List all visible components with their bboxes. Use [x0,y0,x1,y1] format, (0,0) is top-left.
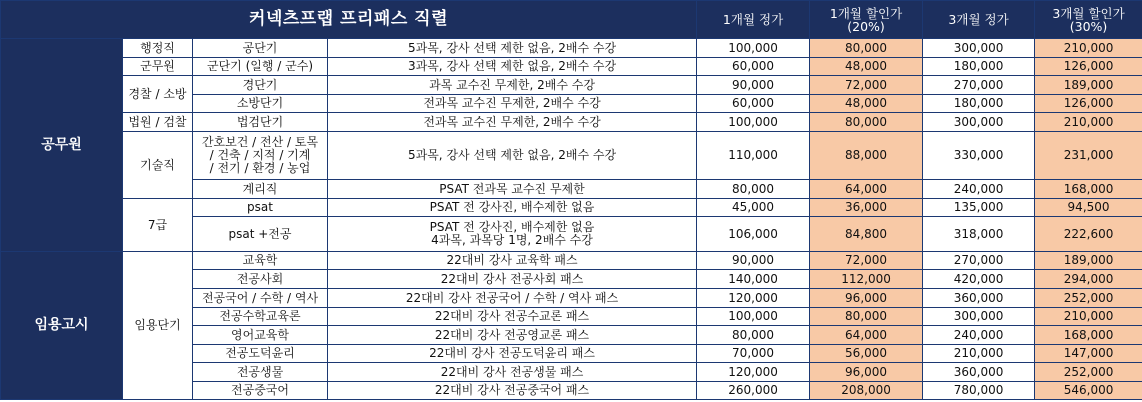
row-desc: 5과목, 강사 선택 제한 없음, 2배수 수강 [328,39,697,58]
row-name: psat +전공 [193,217,328,252]
subgroup-beobwon: 법원 / 검찰 [123,113,193,132]
subgroup-imyong-dangi: 임용단기 [123,252,193,400]
row-name: 영어교육학 [193,326,328,345]
row-desc: 22대비 강사 전공도덕윤리 패스 [328,345,697,363]
table-row [1,113,1142,132]
row-desc: PSAT 전과목 교수진 무제한 [328,180,697,199]
discount-3m: 210,000 [1035,39,1142,58]
row-desc: 22대비 강사 전공영교론 패스 [328,326,697,345]
price-1m: 120,000 [697,289,810,308]
subgroup-gisul: 기술직 [123,132,193,199]
row-desc: PSAT 전 강사진, 배수제한 없음 [328,199,697,217]
row-desc: 22대비 강사 전공국어 / 수학 / 역사 패스 [328,289,697,308]
price-1m: 90,000 [697,76,810,95]
price-1m: 100,000 [697,39,810,58]
row-desc: 22대비 강사 전공사회 패스 [328,270,697,289]
price-1m: 100,000 [697,113,810,132]
price-1m: 60,000 [697,58,810,76]
discount-3m: 210,000 [1035,308,1142,326]
discount-3m: 189,000 [1035,76,1142,95]
row-desc: 과목 교수진 무제한, 2배수 수강 [328,76,697,95]
discount-1m: 208,000 [810,382,923,400]
header-3m-discount: 3개월 할인가 (30%) [1035,1,1142,39]
table-row [1,252,1142,270]
header-3m-price: 3개월 정가 [923,1,1035,39]
price-3m: 240,000 [923,180,1035,199]
row-name: 전공수학교육론 [193,308,328,326]
row-name: 전공도덕윤리 [193,345,328,363]
discount-1m: 72,000 [810,252,923,270]
row-name: 법검단기 [193,113,328,132]
price-3m: 180,000 [923,58,1035,76]
price-3m: 300,000 [923,113,1035,132]
discount-1m: 72,000 [810,76,923,95]
price-3m: 270,000 [923,252,1035,270]
discount-1m: 64,000 [810,180,923,199]
price-1m: 90,000 [697,252,810,270]
price-3m: 180,000 [923,95,1035,113]
row-name: 전공국어 / 수학 / 역사 [193,289,328,308]
discount-1m: 80,000 [810,39,923,58]
price-3m: 240,000 [923,326,1035,345]
discount-1m: 56,000 [810,345,923,363]
group-imyong: 임용고시 [1,252,123,400]
price-1m: 80,000 [697,180,810,199]
table-row [1,132,1142,180]
table-row [1,76,1142,95]
discount-3m: 94,500 [1035,199,1142,217]
row-desc: 3과목, 강사 선택 제한 없음, 2배수 수강 [328,58,697,76]
row-name: 전공사회 [193,270,328,289]
discount-3m: 546,000 [1035,382,1142,400]
row-desc: 5과목, 강사 선택 제한 없음, 2배수 수강 [328,132,697,180]
price-1m: 70,000 [697,345,810,363]
row-desc: 22대비 강사 전공중국어 패스 [328,382,697,400]
table-row [1,39,1142,58]
group-gongmuwon: 공무원 [1,39,123,252]
discount-1m: 80,000 [810,308,923,326]
row-name: 경단기 [193,76,328,95]
discount-3m: 168,000 [1035,180,1142,199]
row-name: 교육학 [193,252,328,270]
price-1m: 260,000 [697,382,810,400]
discount-3m: 222,600 [1035,217,1142,252]
discount-3m: 126,000 [1035,58,1142,76]
discount-1m: 48,000 [810,58,923,76]
table-row [1,199,1142,217]
discount-1m: 96,000 [810,363,923,382]
price-1m: 106,000 [697,217,810,252]
price-1m: 80,000 [697,326,810,345]
row-name: 공단기 [193,39,328,58]
discount-3m: 252,000 [1035,363,1142,382]
price-3m: 360,000 [923,363,1035,382]
discount-1m: 64,000 [810,326,923,345]
price-3m: 318,000 [923,217,1035,252]
price-1m: 60,000 [697,95,810,113]
price-1m: 110,000 [697,132,810,180]
discount-1m: 80,000 [810,113,923,132]
price-3m: 780,000 [923,382,1035,400]
subgroup-gyeongchal: 경찰 / 소방 [123,76,193,113]
row-desc: 전과목 교수진 무제한, 2배수 수강 [328,113,697,132]
subgroup-grade7: 7급 [123,199,193,252]
discount-1m: 96,000 [810,289,923,308]
price-3m: 360,000 [923,289,1035,308]
discount-1m: 88,000 [810,132,923,180]
discount-3m: 168,000 [1035,326,1142,345]
row-name: 계리직 [193,180,328,199]
discount-3m: 147,000 [1035,345,1142,363]
row-desc: 22대비 강사 교육학 패스 [328,252,697,270]
row-desc: PSAT 전 강사진, 배수제한 없음 4과목, 과목당 1명, 2배수 수강 [328,217,697,252]
price-3m: 135,000 [923,199,1035,217]
discount-1m: 112,000 [810,270,923,289]
subgroup-haengjeong: 행정직 [123,39,193,58]
discount-3m: 294,000 [1035,270,1142,289]
price-1m: 120,000 [697,363,810,382]
price-3m: 210,000 [923,345,1035,363]
row-name: 소방단기 [193,95,328,113]
row-name: 간호보건 / 전산 / 토목 / 건축 / 지적 / 기계 / 전기 / 환경 / 농업 [193,132,328,180]
price-3m: 270,000 [923,76,1035,95]
price-3m: 300,000 [923,39,1035,58]
header-row [1,1,1142,39]
discount-3m: 210,000 [1035,113,1142,132]
table-title: 커넥츠프랩 프리패스 직렬 [1,1,697,39]
subgroup-gunmu: 군무원 [123,58,193,76]
price-3m: 330,000 [923,132,1035,180]
table-row [1,58,1142,76]
discount-3m: 231,000 [1035,132,1142,180]
discount-3m: 189,000 [1035,252,1142,270]
discount-3m: 252,000 [1035,289,1142,308]
row-desc: 전과목 교수진 무제한, 2배수 수강 [328,95,697,113]
price-1m: 45,000 [697,199,810,217]
price-3m: 300,000 [923,308,1035,326]
row-name: 전공생물 [193,363,328,382]
header-1m-discount: 1개월 할인가 (20%) [810,1,923,39]
discount-1m: 84,800 [810,217,923,252]
discount-1m: 48,000 [810,95,923,113]
row-desc: 22대비 강사 전공수교론 패스 [328,308,697,326]
header-1m-price: 1개월 정가 [697,1,810,39]
price-3m: 420,000 [923,270,1035,289]
row-desc: 22대비 강사 전공생물 패스 [328,363,697,382]
row-name: 군단기 (일행 / 군수) [193,58,328,76]
price-1m: 140,000 [697,270,810,289]
discount-3m: 126,000 [1035,95,1142,113]
row-name: 전공중국어 [193,382,328,400]
row-name: psat [193,199,328,217]
discount-1m: 36,000 [810,199,923,217]
price-1m: 100,000 [697,308,810,326]
